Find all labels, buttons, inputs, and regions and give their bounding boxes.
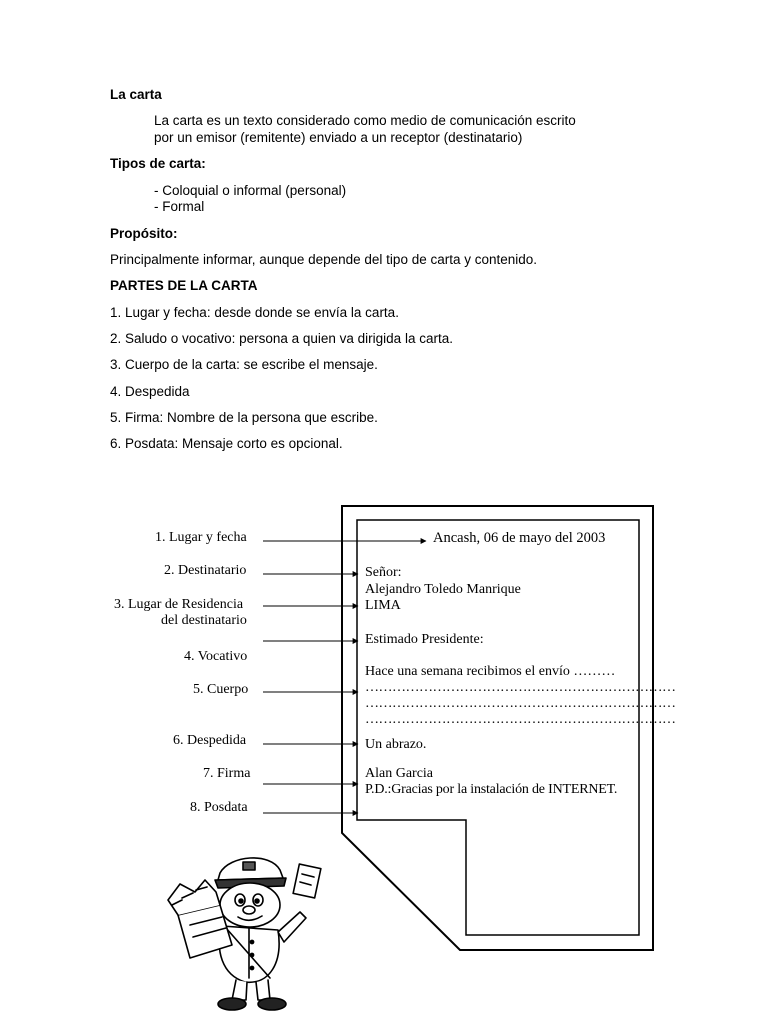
mailman-illustration [168, 858, 321, 1010]
letter-body-dots: …………………………………………………………… [365, 712, 676, 727]
part-item: 6. Posdata: Mensaje corto es opcional. [110, 436, 343, 451]
types-heading: Tipos de carta: [110, 156, 206, 171]
definition-line-2: por un emisor (remitente) enviado a un receptor (destinatario) [154, 130, 523, 145]
type-item: - Formal [154, 199, 205, 214]
part-item: 3. Cuerpo de la carta: se escribe el mensaje. [110, 357, 378, 372]
definition-line-1: La carta es un texto considerado como medio de comunicación escrito [154, 113, 576, 128]
letter-sir: Señor: [365, 565, 402, 580]
purpose-text: Principalmente informar, aunque depende del tipo de carta y contenido. [110, 252, 538, 267]
label-firma: 7. Firma [203, 766, 251, 781]
letter-signature: Alan Garcia [365, 766, 434, 781]
label-vocativo: 4. Vocativo [184, 649, 248, 664]
letter-recipient-name: Alejandro Toledo Manrique [365, 582, 521, 597]
label-cuerpo: 5. Cuerpo [193, 682, 249, 697]
letter-body-line: Hace una semana recibimos el envío ……… [365, 664, 616, 679]
label-residencia-2: del destinatario [161, 613, 247, 628]
letter-city: LIMA [365, 598, 401, 613]
part-item: 1. Lugar y fecha: desde donde se envía la carta. [110, 305, 399, 320]
parts-heading: PARTES DE LA CARTA [110, 278, 258, 293]
letter-postscript: P.D.:Gracias por la instalación de INTERNET. [365, 782, 618, 797]
letter-body-dots: …………………………………………………………… [365, 696, 676, 711]
type-item: - Coloquial o informal (personal) [154, 183, 347, 198]
doc-title: La carta [110, 87, 162, 102]
label-destinatario: 2. Destinatario [164, 563, 247, 578]
label-residencia: 3. Lugar de Residencia [114, 597, 244, 612]
part-item: 4. Despedida [110, 384, 190, 399]
letter-date: Ancash, 06 de mayo del 2003 [433, 530, 606, 546]
label-despedida: 6. Despedida [173, 733, 247, 748]
label-lugar-fecha: 1. Lugar y fecha [155, 530, 247, 545]
part-item: 5. Firma: Nombre de la persona que escribe. [110, 410, 378, 425]
letter-greeting: Estimado Presidente: [365, 632, 484, 647]
letter-closing: Un abrazo. [365, 737, 427, 752]
label-posdata: 8. Posdata [190, 800, 248, 815]
purpose-heading: Propósito: [110, 226, 178, 241]
letter-body-dots: …………………………………………………………… [365, 680, 676, 695]
part-item: 2. Saludo o vocativo: persona a quien va dirigida la carta. [110, 331, 453, 346]
